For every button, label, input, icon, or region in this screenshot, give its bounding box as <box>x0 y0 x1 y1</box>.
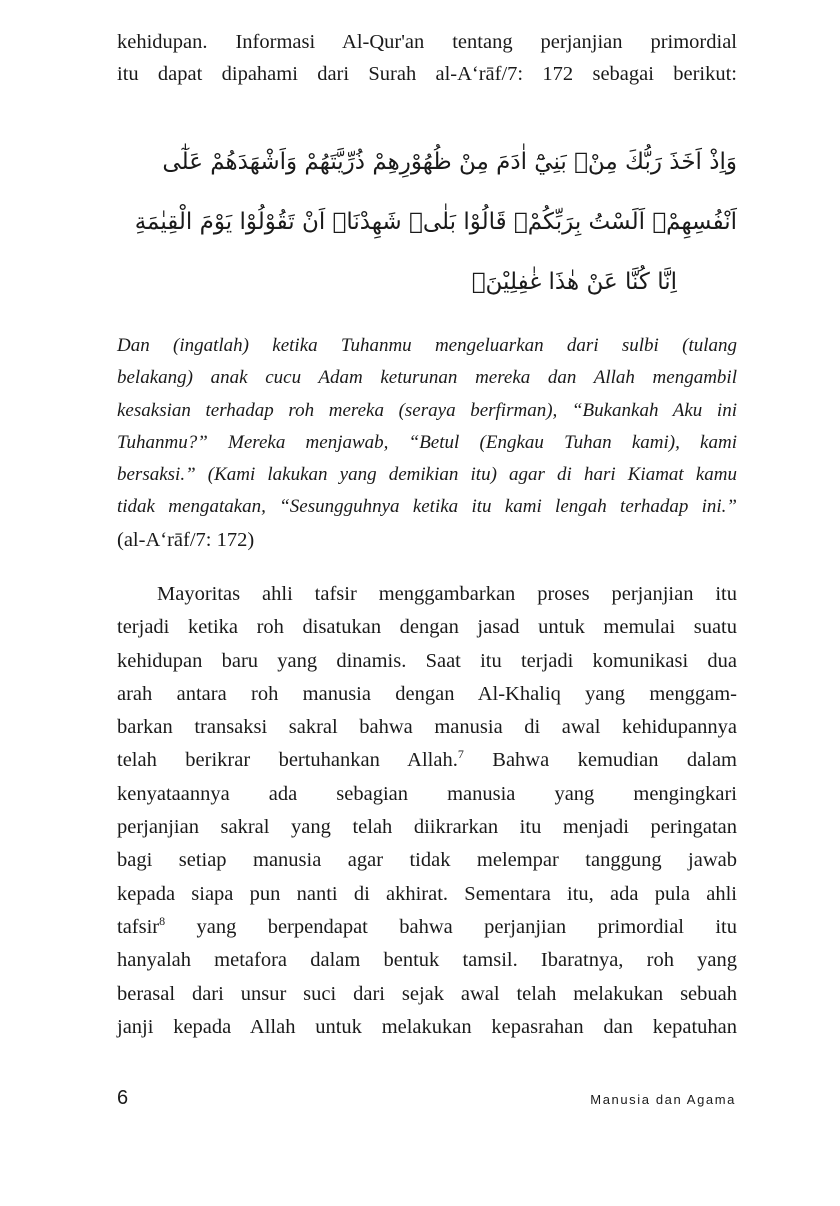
footnote-reference[interactable]: 8 <box>159 913 166 928</box>
line-text: kenyataannya ada sebagian manusia yang mengingkari <box>117 782 737 805</box>
text-line <box>117 578 737 611</box>
arabic-line: وَاِذْ اَخَذَ رَبُّكَ مِنْۢ بَنِيْٓ اٰدَمَ مِنْ ظُهُوْرِهِمْ ذُرِّيَّتَهُمْ وَاَشْهَدَهُمْ عَلٰٓى <box>162 149 737 175</box>
translation-line: tidak mengatakan, “Sesungguhnya ketika itu kami lengah terhadap ini.” <box>117 496 737 518</box>
text-line <box>117 978 737 1011</box>
running-footer-title: Manusia dan Agama <box>590 1092 736 1107</box>
text-line: kehidupan. Informasi Al-Qur'an tentang perjanjian primordial <box>117 31 737 53</box>
line-text: barkan transaksi sakral bahwa manusia di awal kehidupannya <box>117 716 737 739</box>
text-line <box>117 645 737 678</box>
line-text: kepada siapa pun nanti di akhirat. Sementara itu, ada pula ahli <box>117 882 737 905</box>
quran-verse-arabic <box>117 132 737 312</box>
text-line <box>117 744 737 777</box>
text-line <box>117 1011 737 1044</box>
body-paragraph <box>117 578 737 1044</box>
footnote-reference[interactable]: 7 <box>457 747 464 762</box>
line-text: berasal dari unsur suci dari sejak awal telah melakukan sebuah <box>117 982 737 1005</box>
line-text: bagi setiap manusia agar tidak melempar tanggung jawab <box>117 849 737 872</box>
text-line <box>117 878 737 911</box>
line-text: kehidupan baru yang dinamis. Saat itu terjadi komunikasi dua <box>117 649 737 672</box>
intro-paragraph <box>117 26 737 90</box>
text-line <box>117 678 737 711</box>
line-text: terjadi ketika roh disatukan dengan jasad untuk memulai suatu <box>117 616 737 639</box>
text-line: itu dapat dipahami dari Surah al-A‘rāf/7: 172 sebagai berikut: <box>117 63 737 85</box>
page-number: 6 <box>117 1087 129 1109</box>
translation-line: kesaksian terhadap roh mereka (seraya berfirman), “Bukankah Aku ini <box>117 399 737 421</box>
text-line <box>117 944 737 977</box>
text-line <box>117 811 737 844</box>
verse-citation: (al-A‘rāf/7: 172) <box>117 528 255 551</box>
translation-line: bersaksi.” (Kami lakukan yang demikian itu) agar di hari Kiamat kamu <box>117 464 737 486</box>
line-text: hanyalah metafora dalam bentuk tamsil. Ibaratnya, roh yang <box>117 949 737 972</box>
line-text: Mayoritas ahli tafsir menggambarkan proses perjanjian itu <box>157 583 737 605</box>
text-line <box>117 711 737 744</box>
arabic-line: اِنَّا كُنَّا عَنْ هٰذَا غٰفِلِيْنَۙ <box>471 269 677 295</box>
arabic-line: اَنْفُسِهِمْۚ اَلَسْتُ بِرَبِّكُمْۗ قَالُوْا بَلٰىۛ شَهِدْنَاۛ اَنْ تَقُوْلُوْا يَوْمَ الْقِيٰمَةِ <box>134 209 737 235</box>
text-line <box>117 611 737 644</box>
line-text: tafsir <box>117 915 160 938</box>
line-text: telah berikrar bertuhankan Allah. <box>117 749 458 772</box>
translation-line: Dan (ingatlah) ketika Tuhanmu mengeluarkan dari sulbi (tulang <box>117 335 737 356</box>
text-line <box>117 844 737 877</box>
translation-line: belakang) anak cucu Adam keturunan mereka dan Allah mengambil <box>117 367 737 389</box>
text-line <box>117 911 737 944</box>
translation-line: Tuhanmu?” Mereka menjawab, “Betul (Engkau Tuhan kami), kami <box>117 431 737 453</box>
line-text: perjanjian sakral yang telah diikrarkan itu menjadi peringatan <box>117 816 737 839</box>
line-text: yang berpendapat bahwa perjanjian primordial itu <box>165 915 737 938</box>
line-text: Bahwa kemudian dalam <box>463 749 737 772</box>
line-text: janji kepada Allah untuk melakukan kepasrahan dan kepatuhan <box>117 1015 737 1038</box>
text-line <box>117 778 737 811</box>
line-text: arah antara roh manusia dengan Al-Khaliq yang menggam- <box>117 682 737 705</box>
verse-translation <box>117 330 737 556</box>
